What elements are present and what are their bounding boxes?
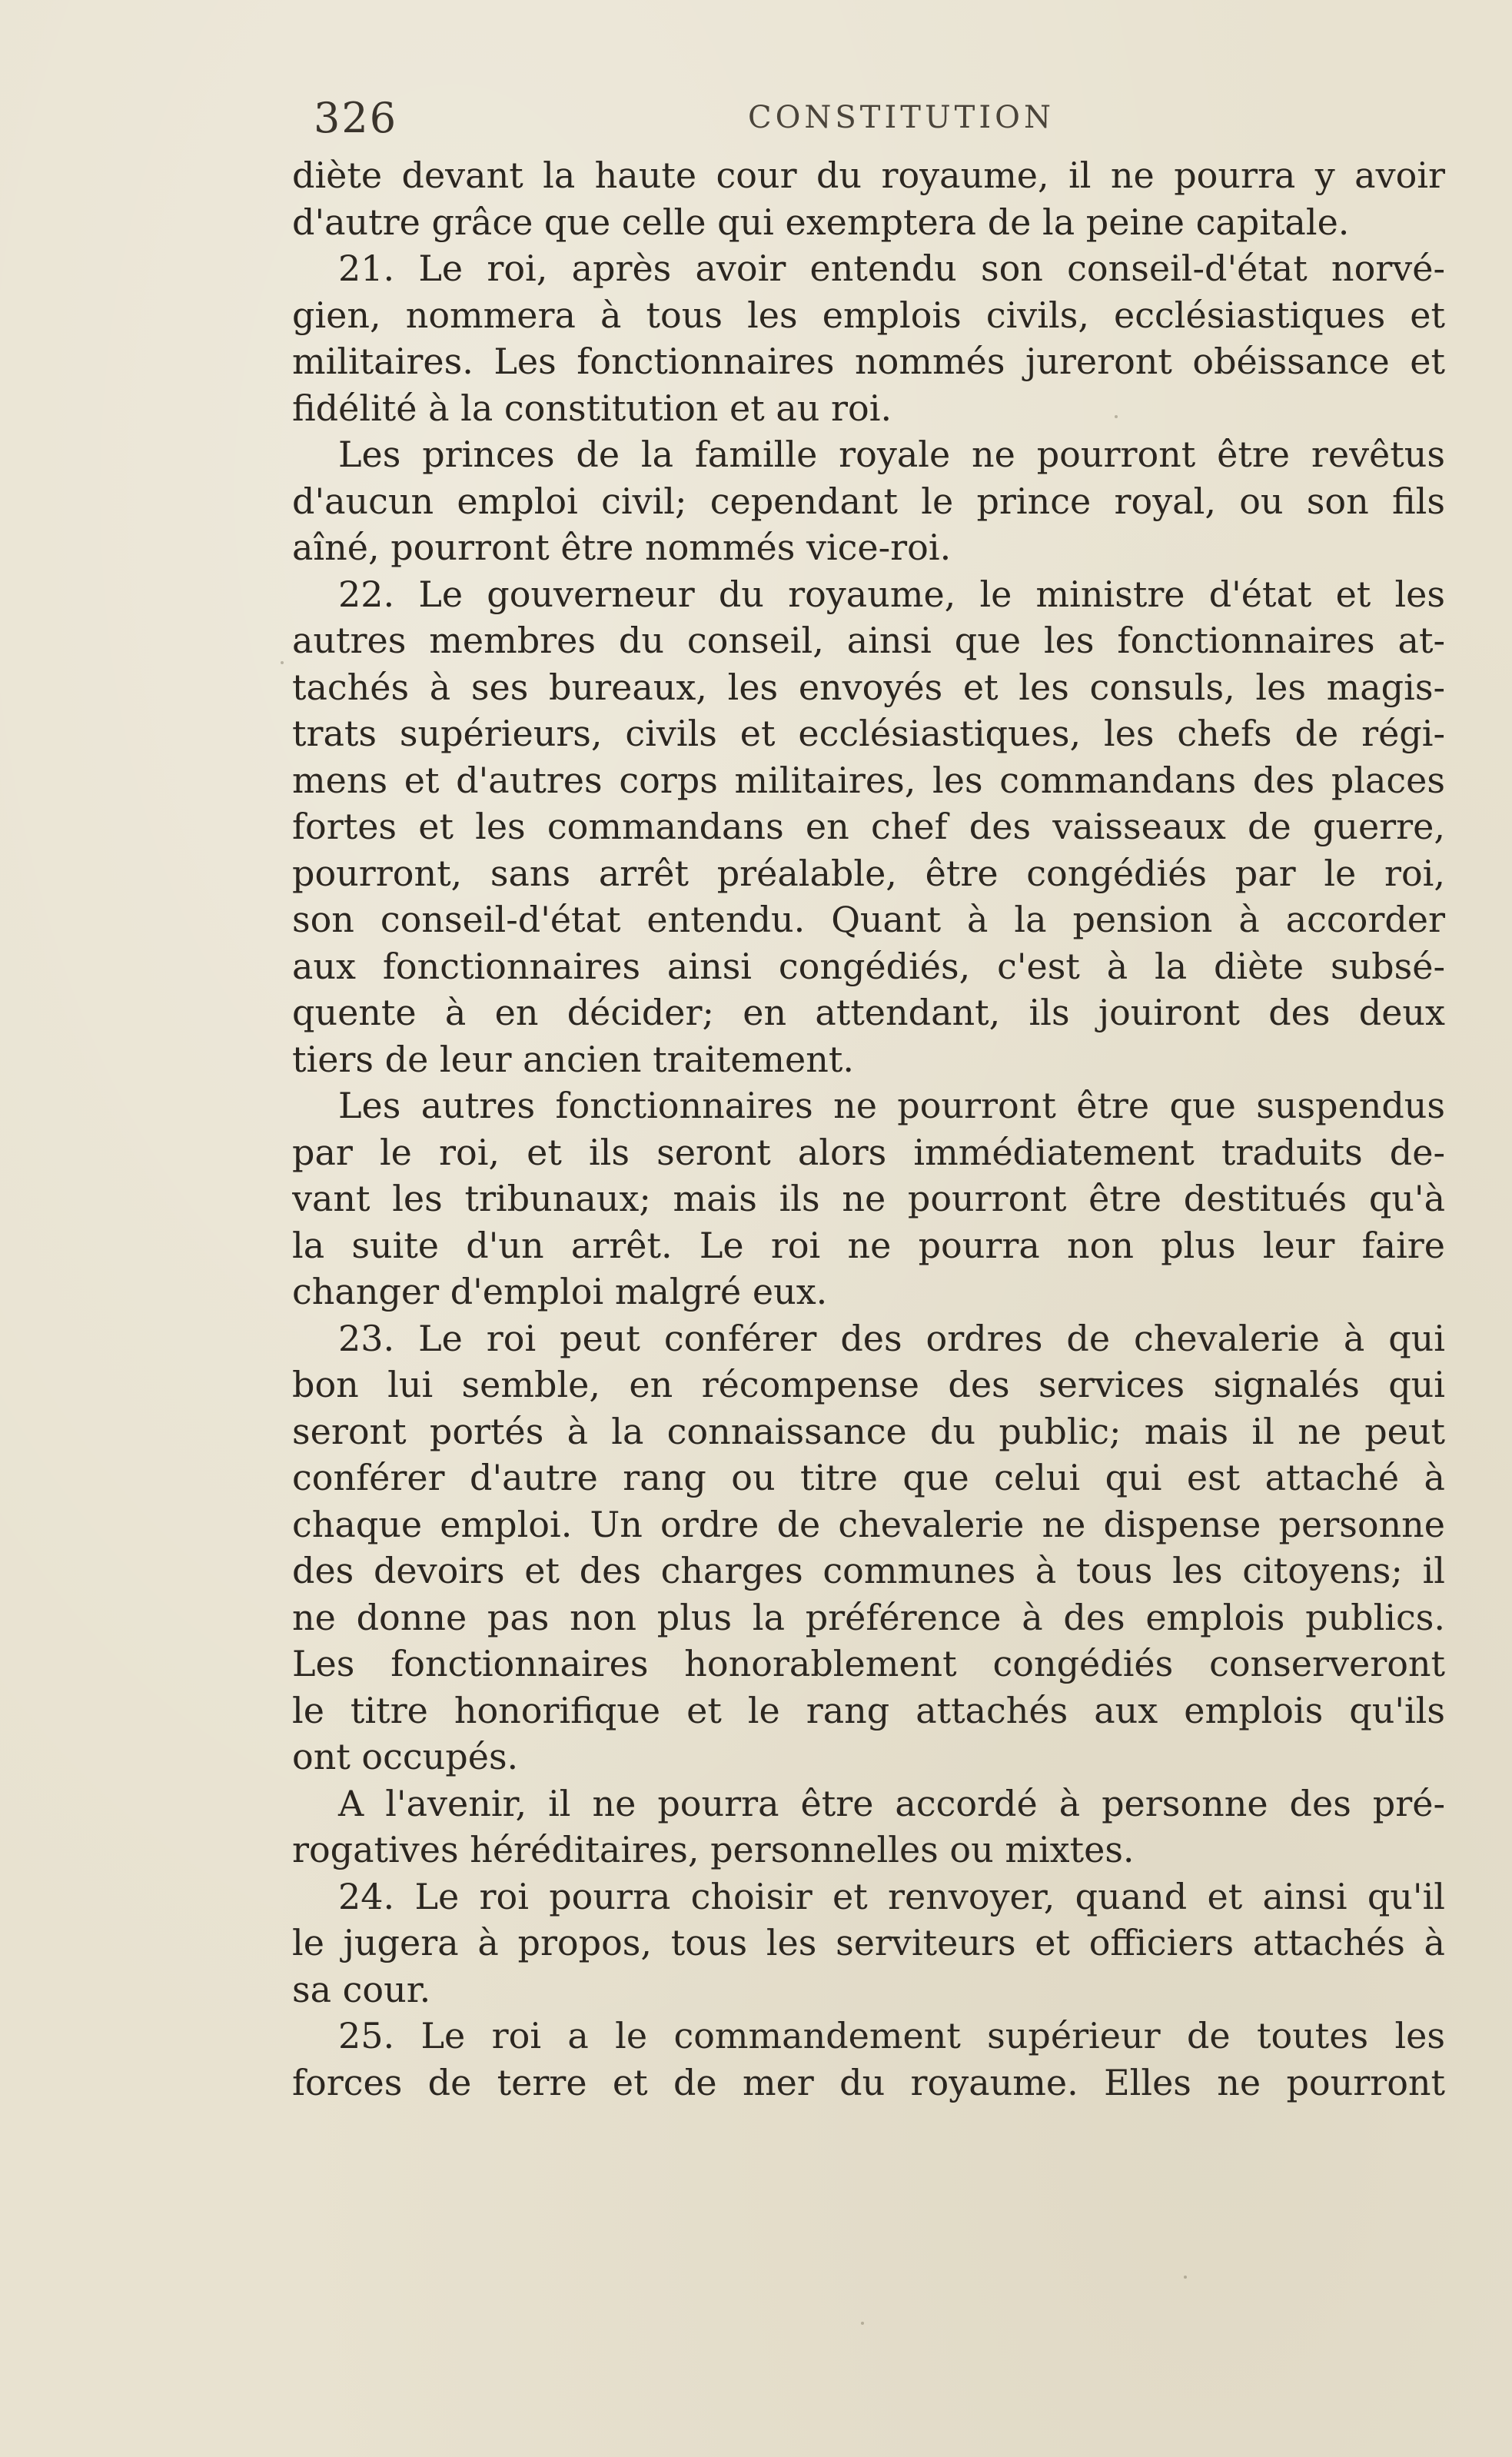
- text-line: d'autre grâce que celle qui exemptera de la peine capitale.: [292, 201, 1350, 243]
- text-line: tachés à ses bureaux, les envoyés et les consuls, les magis-: [292, 666, 1445, 708]
- paper-speck: [861, 2322, 864, 2325]
- text-line: seront portés à la connaissance du public; mais il ne peut: [292, 1410, 1445, 1452]
- text-line: ne donne pas non plus la préférence à des emplois publics.: [292, 1596, 1445, 1638]
- text-line: Les princes de la famille royale ne pourront être revêtus: [338, 434, 1445, 475]
- text-line: 21. Le roi, après avoir entendu son conseil-d'état norvé-: [338, 248, 1445, 289]
- text-line: 22. Le gouverneur du royaume, le ministre d'état et les: [338, 573, 1445, 615]
- text-line: forces de terre et de mer du royaume. Elles ne pourront: [292, 2061, 1445, 2103]
- text-line: changer d'emploi malgré eux.: [292, 1271, 828, 1312]
- text-line: vant les tribunaux; mais ils ne pourront être destitués qu'à: [292, 1178, 1445, 1219]
- paper-speck: [1184, 2276, 1187, 2279]
- text-line: 25. Le roi a le commandement supérieur de toutes les: [338, 2015, 1445, 2056]
- text-line: la suite d'un arrêt. Le roi ne pourra non plus leur faire: [292, 1224, 1445, 1266]
- text-line: pourront, sans arrêt préalable, être congédiés par le roi,: [292, 852, 1445, 894]
- text-line: A l'avenir, il ne pourra être accordé à personne des pré-: [338, 1782, 1445, 1824]
- text-line: fidélité à la constitution et au roi.: [292, 387, 892, 429]
- text-line: bon lui semble, en récompense des services signalés qui: [292, 1364, 1445, 1405]
- body-text: [292, 152, 1445, 2106]
- text-line: Les autres fonctionnaires ne pourront être que suspendus: [338, 1085, 1445, 1126]
- text-line: trats supérieurs, civils et ecclésiastiques, les chefs de régi-: [292, 713, 1445, 754]
- text-line: le jugera à propos, tous les serviteurs et officiers attachés à: [292, 1922, 1445, 1963]
- text-line: fortes et les commandans en chef des vaisseaux de guerre,: [292, 806, 1445, 847]
- page-header: [314, 94, 1434, 148]
- text-line: le titre honorifique et le rang attachés aux emplois qu'ils: [292, 1689, 1445, 1731]
- text-line: rogatives héréditaires, personnelles ou mixtes.: [292, 1829, 1135, 1870]
- text-line: tiers de leur ancien traitement.: [292, 1038, 854, 1080]
- text-line: conférer d'autre rang ou titre que celui qui est attaché à: [292, 1457, 1445, 1498]
- paper-speck: [281, 661, 284, 664]
- text-line: d'aucun emploi civil; cependant le prince royal, ou son fils: [292, 480, 1445, 522]
- paper-speck: [1115, 415, 1118, 418]
- text-line: son conseil-d'état entendu. Quant à la pension à accorder: [292, 899, 1445, 940]
- text-line: par le roi, et ils seront alors immédiatement traduits de-: [292, 1131, 1445, 1173]
- text-line: Les fonctionnaires honorablement congédiés conserveront: [292, 1643, 1445, 1684]
- text-line: militaires. Les fonctionnaires nommés jureront obéissance et: [292, 341, 1445, 382]
- text-line: aux fonctionnaires ainsi congédiés, c'est à la diète subsé-: [292, 945, 1445, 987]
- text-line: ont occupés.: [292, 1736, 519, 1777]
- text-line: gien, nommera à tous les emplois civils, ecclésiastiques et: [292, 294, 1445, 336]
- text-line: quente à en décider; en attendant, ils jouiront des deux: [292, 992, 1445, 1033]
- text-line: 24. Le roi pourra choisir et renvoyer, quand et ainsi qu'il: [338, 1875, 1445, 1917]
- text-line: des devoirs et des charges communes à tous les citoyens; il: [292, 1550, 1445, 1591]
- text-line: sa cour.: [292, 1968, 431, 2010]
- running-head: CONSTITUTION: [748, 100, 1055, 135]
- text-line: autres membres du conseil, ainsi que les fonctionnaires at-: [292, 620, 1445, 661]
- text-line: mens et d'autres corps militaires, les commandans des places: [292, 759, 1445, 801]
- page-number: 326: [314, 94, 398, 142]
- text-line: diète devant la haute cour du royaume, il ne pourra y avoir: [292, 155, 1445, 196]
- text-line: chaque emploi. Un ordre de chevalerie ne dispense personne: [292, 1503, 1445, 1545]
- text-line: aîné, pourront être nommés vice-roi.: [292, 527, 952, 568]
- text-line: 23. Le roi peut conférer des ordres de chevalerie à qui: [338, 1317, 1445, 1359]
